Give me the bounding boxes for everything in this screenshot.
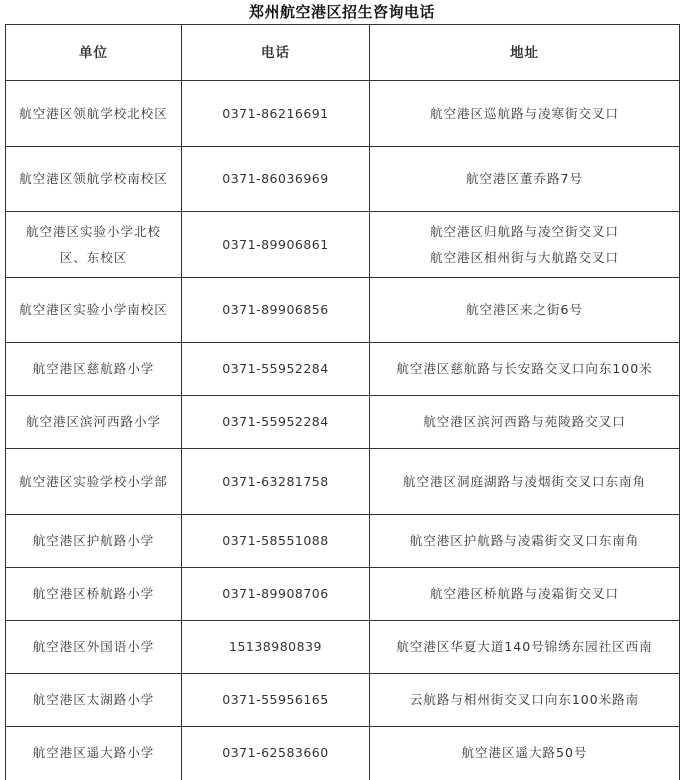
- cell-address: [370, 568, 680, 621]
- cell-unit: 航空港区实验小学南校区: [6, 278, 182, 343]
- table-row: [6, 396, 680, 449]
- cell-phone: 0371-63281758: [182, 449, 370, 515]
- address-line: 航空港区来之街6号: [466, 302, 583, 317]
- cell-unit: 航空港区外国语小学: [6, 621, 182, 674]
- cell-phone: 0371-89906861: [182, 212, 370, 278]
- cell-unit: 航空港区滨河西路小学: [6, 396, 182, 449]
- cell-unit: 航空港区实验学校小学部: [6, 449, 182, 515]
- cell-phone: 0371-55952284: [182, 396, 370, 449]
- column-header-unit: 单位: [6, 25, 182, 81]
- address-line: 航空港区护航路与凌霜街交叉口东南角: [409, 533, 640, 548]
- address-line: 航空港区归航路与凌空街交叉口: [429, 223, 619, 239]
- address-line: 航空港区桥航路与凌霜街交叉口: [429, 586, 619, 601]
- cell-unit: 航空港区领航学校南校区: [6, 147, 182, 212]
- column-header-phone: 电话: [182, 25, 370, 81]
- cell-phone: 0371-58551088: [182, 515, 370, 568]
- cell-address: [370, 343, 680, 396]
- cell-address: [370, 147, 680, 212]
- cell-address: [370, 515, 680, 568]
- address-line: 航空港区洞庭湖路与凌烟街交叉口东南角: [402, 473, 646, 489]
- table-row: [6, 515, 680, 568]
- address-line: 航空港区巡航路与凌寒街交叉口: [429, 105, 619, 121]
- address-line: 航空港区滨河西路与苑陵路交叉口: [423, 414, 626, 429]
- address-line: 航空港区相州街与大航路交叉口: [429, 249, 619, 265]
- table-row: [6, 621, 680, 674]
- table-row: [6, 674, 680, 727]
- table-row: [6, 81, 680, 147]
- cell-address: [370, 396, 680, 449]
- cell-phone: 0371-86036969: [182, 147, 370, 212]
- address-line: 航空港区慈航路与长安路交叉口向东100米: [396, 361, 653, 376]
- cell-phone: 0371-89906856: [182, 278, 370, 343]
- table-header-row: [6, 25, 680, 81]
- cell-address: [370, 212, 680, 278]
- address-line: 航空港区董乔路7号: [466, 171, 583, 186]
- cell-unit: 航空港区实验小学北校区、东校区: [6, 212, 182, 278]
- cell-address: [370, 278, 680, 343]
- contact-table: [5, 24, 680, 780]
- cell-unit: 航空港区慈航路小学: [6, 343, 182, 396]
- table-row: [6, 568, 680, 621]
- address-line: 云航路与相州街交叉口向东100米路南: [409, 692, 640, 707]
- cell-unit: 航空港区太湖路小学: [6, 674, 182, 727]
- cell-phone: 0371-86216691: [182, 81, 370, 147]
- cell-phone: 15138980839: [182, 621, 370, 674]
- cell-address: [370, 674, 680, 727]
- table-row: [6, 212, 680, 278]
- cell-phone: 0371-62583660: [182, 727, 370, 780]
- cell-phone: 0371-89908706: [182, 568, 370, 621]
- table-row: [6, 343, 680, 396]
- column-header-address: 地址: [370, 25, 680, 81]
- table-row: [6, 147, 680, 212]
- address-line: 航空港区华夏大道140号锦绣东园社区西南: [396, 639, 653, 654]
- cell-address: [370, 81, 680, 147]
- address-line: 航空港区遥大路50号: [461, 745, 588, 761]
- table-row: [6, 278, 680, 343]
- cell-unit: 航空港区护航路小学: [6, 515, 182, 568]
- cell-unit: 航空港区领航学校北校区: [6, 81, 182, 147]
- cell-address: [370, 449, 680, 515]
- cell-unit: 航空港区遥大路小学: [6, 727, 182, 780]
- cell-phone: 0371-55952284: [182, 343, 370, 396]
- table-row: [6, 449, 680, 515]
- cell-unit: 航空港区桥航路小学: [6, 568, 182, 621]
- page-title: 郑州航空港区招生咨询电话: [248, 3, 435, 21]
- table-body: [6, 81, 680, 780]
- table-row: [6, 727, 680, 780]
- cell-phone: 0371-55956165: [182, 674, 370, 727]
- cell-address: [370, 621, 680, 674]
- cell-address: [370, 727, 680, 780]
